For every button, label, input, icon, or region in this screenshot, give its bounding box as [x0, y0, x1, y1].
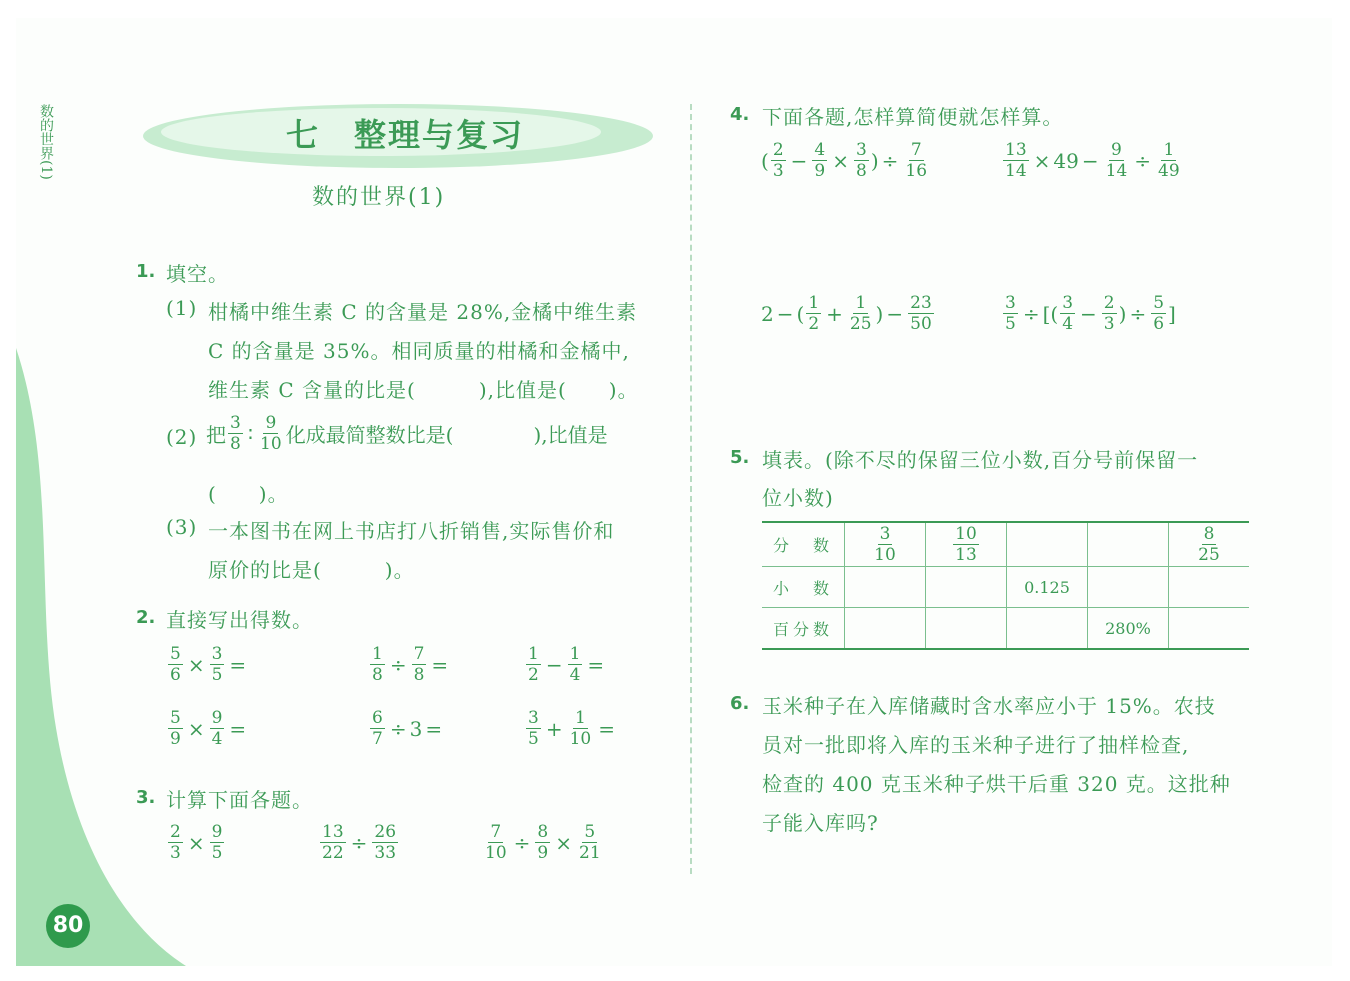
q1-p2-label: (2)	[166, 425, 198, 449]
table-row: 分 数 $\frac{3}{10}$ $\frac{10}{13}$ $\frac{8}{25}$	[762, 522, 1249, 567]
q1-p2-pre: 把	[206, 423, 226, 447]
answer-cell[interactable]	[1088, 522, 1169, 567]
q1-p1-label: (1)	[166, 296, 198, 320]
section-title: 数的世界(1)	[312, 185, 446, 210]
q1-number: 1.	[136, 261, 156, 282]
q1-p1-line3: 维生素 C 含量的比是( ),比值是( )。	[208, 378, 639, 402]
q5-number: 5.	[730, 447, 750, 468]
q3-expr-3: $\frac{7}{10}$ ÷ $\frac{8}{9}$ × $\frac{5}{21}$	[485, 822, 601, 863]
q1-text: 填空。	[166, 262, 229, 286]
conversion-table	[762, 521, 1249, 650]
table-row	[762, 567, 1249, 608]
q3-expr-2: $\frac{13}{22}$ ÷ $\frac{26}{33}$	[322, 822, 397, 863]
answer-cell[interactable]	[1088, 567, 1169, 608]
answer-cell[interactable]	[1169, 567, 1250, 608]
answer-cell[interactable]	[926, 608, 1007, 650]
q1-p1-line2: C 的含量是 35%。相同质量的柑橘和金橘中,	[208, 339, 630, 363]
q4-expr-1: ( $\frac{2}{3}$ − $\frac{4}{9}$ × $\frac{3}{8}$ ) ÷ $\frac{7}{16}$	[761, 140, 928, 181]
q2-expr-5: $\frac{6}{7}$ ÷ 3 =	[372, 708, 443, 749]
q3-text: 计算下面各题。	[166, 788, 313, 812]
q1-p1-line1: 柑橘中维生素 C 的含量是 28%,金橘中维生素	[208, 300, 638, 324]
row-label-decimal: 小 数	[772, 578, 833, 598]
q1-p2-line2: ( )。	[208, 482, 289, 506]
q2-number: 2.	[136, 607, 156, 628]
q5-line1: 填表。(除不尽的保留三位小数,百分号前保留一	[762, 448, 1199, 472]
q6-line3: 检查的 400 克玉米种子烘干后重 320 克。这批种	[762, 772, 1231, 796]
answer-cell[interactable]	[845, 608, 926, 650]
q1-p3-label: (3)	[166, 515, 198, 539]
q1-p3-line1: 一本图书在网上书店打八折销售,实际售价和	[208, 519, 615, 543]
answer-cell[interactable]	[845, 567, 926, 608]
percent-value-cell: 280%	[1088, 608, 1169, 650]
fraction: $\frac{3}{8}$	[230, 413, 241, 454]
q2-text: 直接写出得数。	[166, 608, 313, 632]
q3-number: 3.	[136, 787, 156, 808]
q1-p2-expression: 把 $\frac{3}{8}$ ∶ $\frac{9}{10}$ 化成最简整数比是( ),比值是	[206, 413, 608, 454]
answer-cell[interactable]	[1169, 608, 1250, 650]
q4-expr-4: $\frac{3}{5}$ ÷ [( $\frac{3}{4}$ − $\frac{2}{3}$ ) ÷ $\frac{5}{6}$ ]	[1005, 293, 1176, 334]
q2-expr-4: $\frac{5}{9}$ × $\frac{9}{4}$ =	[170, 708, 247, 749]
decimal-value-cell: 0.125	[1007, 567, 1088, 608]
side-tab-label: 数的世界(1)	[38, 104, 54, 180]
q2-expr-2: $\frac{1}{8}$ ÷ $\frac{7}{8}$ =	[372, 644, 449, 685]
q2-expr-3: $\frac{1}{2}$ − $\frac{1}{4}$ =	[528, 644, 605, 685]
column-divider	[690, 104, 692, 874]
q6-line4: 子能入库吗?	[762, 811, 879, 835]
q5-line2: 位小数)	[762, 486, 834, 510]
q4-expr-3: 2 − ( $\frac{1}{2}$ + $\frac{1}{25}$ ) − $\frac{23}{50}$	[761, 293, 932, 334]
page-number: 80	[46, 904, 90, 948]
q2-expr-6: $\frac{3}{5}$ + $\frac{1}{10}$ =	[528, 708, 615, 749]
q1-p3-line2: 原价的比是( )。	[208, 558, 415, 582]
table-row	[762, 608, 1249, 650]
workbook-page	[16, 18, 1332, 966]
q3-expr-1: $\frac{2}{3}$ × $\frac{9}{5}$	[170, 822, 223, 863]
q4-expr-2: $\frac{13}{14}$ × 49 − $\frac{9}{14}$ ÷ $\frac{1}{49}$	[1005, 140, 1180, 181]
q2-expr-1: $\frac{5}{6}$ × $\frac{3}{5}$ =	[170, 644, 247, 685]
q6-number: 6.	[730, 693, 750, 714]
q1-p2-post: 化成最简整数比是( ),比值是	[285, 423, 608, 447]
chapter-title: 七 整理与复习	[286, 116, 525, 154]
answer-cell[interactable]	[1007, 522, 1088, 567]
row-label-fraction: 分 数	[772, 536, 833, 555]
fraction: $\frac{9}{10}$	[260, 413, 282, 454]
q4-number: 4.	[730, 104, 750, 125]
answer-cell[interactable]	[1007, 608, 1088, 650]
row-label-percent: 百分数	[772, 619, 833, 639]
q4-text: 下面各题,怎样算简便就怎样算。	[762, 105, 1064, 129]
answer-cell[interactable]	[926, 567, 1007, 608]
q6-line1: 玉米种子在入库储藏时含水率应小于 15%。农技	[762, 694, 1216, 718]
q6-line2: 员对一批即将入库的玉米种子进行了抽样检查,	[762, 733, 1190, 757]
